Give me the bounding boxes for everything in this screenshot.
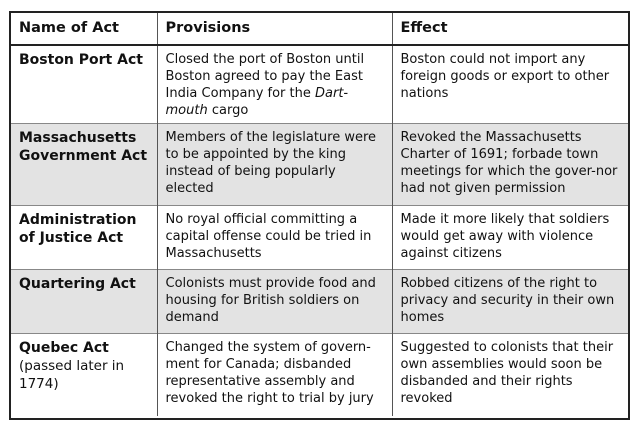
effect-cell xyxy=(392,334,628,416)
table-row xyxy=(11,334,628,416)
act-name: Quartering Act xyxy=(19,276,136,292)
effect-cell xyxy=(392,124,628,206)
act-name: Boston Port Act xyxy=(19,52,143,68)
provisions-cell xyxy=(157,270,392,334)
act-name-cell xyxy=(11,334,157,416)
effect-text: Suggested to colonists that their own assemblies would soon be disbanded and their rights revoked xyxy=(400,340,614,406)
effect-text: Boston could not import any foreign goods or export to other nations xyxy=(400,52,610,101)
header-provisions: Provisions xyxy=(157,13,392,45)
provisions-text: No royal official committing a capital offense could be tried in Massachusetts xyxy=(165,212,372,261)
table-row xyxy=(11,124,628,206)
provisions-text-part: Closed the port of Boston until Boston agreed to pay the East India Company for the xyxy=(165,52,365,101)
effect-text: Made it more likely that soldiers would get away with violence against citizens xyxy=(400,212,610,261)
header-name-of-act: Name of Act xyxy=(11,13,157,45)
provisions-italic-text: Dart-mouth xyxy=(165,86,349,118)
provisions-text: Colonists must provide food and housing for British soldiers on demand xyxy=(165,276,376,325)
provisions-cell xyxy=(157,334,392,416)
header-effect: Effect xyxy=(392,13,628,45)
table-row xyxy=(11,206,628,270)
provisions-text xyxy=(166,52,365,118)
act-name-cell xyxy=(11,206,157,270)
act-name-cell xyxy=(11,45,157,124)
table-header-row xyxy=(11,13,628,45)
provisions-text: Members of the legislature were to be appointed by the king instead of being popularly elected xyxy=(165,130,377,196)
effect-cell xyxy=(392,206,628,270)
act-name: Massachusetts Government Act xyxy=(19,130,148,164)
effect-cell xyxy=(392,45,628,124)
act-name: Quebec Act xyxy=(19,340,109,356)
table-row xyxy=(11,45,628,124)
act-note: (passed later in 1774) xyxy=(19,358,125,392)
act-name-cell xyxy=(11,124,157,206)
provisions-cell xyxy=(157,206,392,270)
effect-text: Robbed citizens of the right to privacy and security in their own homes xyxy=(400,276,615,325)
effect-text: Revoked the Massachusetts Charter of 1691; forbade town meetings for which the gover-nor had not given permission xyxy=(400,130,618,196)
act-name-cell xyxy=(11,270,157,334)
provisions-text: Changed the system of govern-ment for Canada; disbanded representative assembly and revoked the right to trial by jury xyxy=(165,340,374,406)
act-name: Administration of Justice Act xyxy=(19,212,137,246)
table-row xyxy=(11,270,628,334)
provisions-text-part: cargo xyxy=(207,103,249,118)
provisions-cell xyxy=(157,45,392,124)
provisions-cell xyxy=(157,124,392,206)
acts-table xyxy=(11,13,628,416)
acts-table-frame xyxy=(9,11,630,420)
effect-cell xyxy=(392,270,628,334)
